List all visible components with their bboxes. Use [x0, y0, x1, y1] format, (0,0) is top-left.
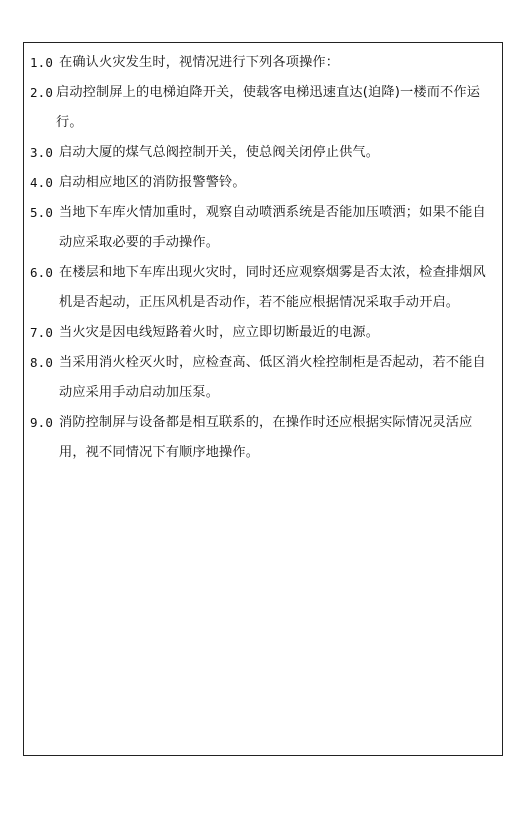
step-text: 启动控制屏上的电梯迫降开关，使载客电梯迅速直达(迫降)一楼而不作运行。 — [56, 85, 481, 130]
step-number: 3.0 — [30, 145, 54, 160]
list-item — [30, 168, 498, 198]
step-text: 当采用消火栓灭火时，应检查高、低区消火栓控制柜是否起动，若不能自动应采用手动启动加压泵。 — [59, 355, 486, 400]
step-number: 9.0 — [30, 415, 54, 430]
step-number: 7.0 — [30, 325, 54, 340]
step-text: 在确认火灾发生时，视情况进行下列各项操作： — [59, 55, 340, 70]
list-item — [30, 198, 498, 258]
step-number: 8.0 — [30, 355, 54, 370]
step-text: 消防控制屏与设备都是相互联系的，在操作时还应根据实际情况灵活应用，视不同情况下有顺序地操作。 — [59, 415, 473, 460]
step-text: 当地下车库火情加重时，观察自动喷洒系统是否能加压喷洒；如果不能自动应采取必要的手动操作。 — [59, 205, 486, 250]
list-item — [30, 318, 498, 348]
list-item — [30, 78, 498, 138]
list-item — [30, 348, 498, 408]
step-number: 5.0 — [30, 205, 54, 220]
list-item — [30, 138, 498, 168]
document-frame — [23, 42, 503, 756]
list-item — [30, 408, 498, 468]
step-number: 2.0 — [30, 85, 54, 100]
step-number: 4.0 — [30, 175, 54, 190]
step-number: 6.0 — [30, 265, 54, 280]
step-text: 在楼层和地下车库出现火灾时，同时还应观察烟雾是否太浓，检查排烟风机是否起动，正压风机是否动作，若不能应根据情况采取手动开启。 — [59, 265, 486, 310]
list-item — [30, 258, 498, 318]
step-text: 当火灾是因电线短路着火时，应立即切断最近的电源。 — [59, 325, 380, 340]
step-text: 启动相应地区的消防报警警铃。 — [59, 175, 246, 190]
list-item — [30, 48, 498, 78]
procedure-list — [30, 48, 498, 468]
step-number: 1.0 — [30, 55, 54, 70]
step-text: 启动大厦的煤气总阀控制开关，使总阀关闭停止供气。 — [59, 145, 380, 160]
